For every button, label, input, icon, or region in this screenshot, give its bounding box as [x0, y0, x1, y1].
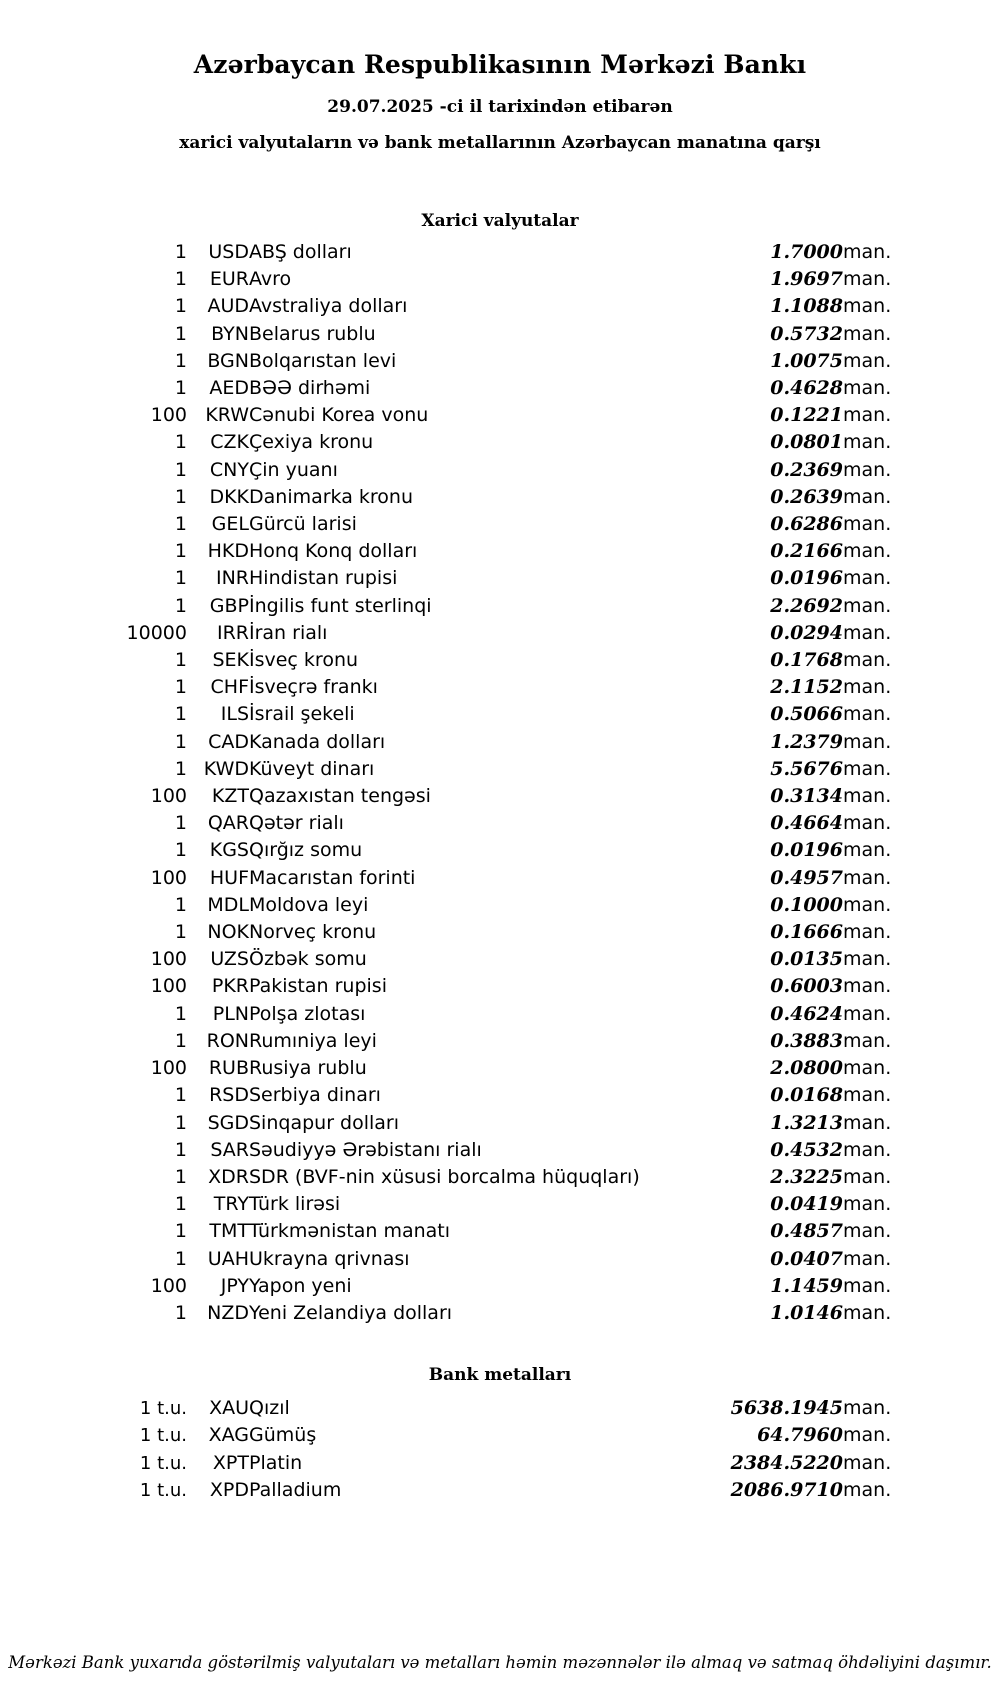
rate-unit: man.	[843, 1111, 892, 1134]
currency-code: KZT	[211, 785, 249, 808]
rate-value: 2384.5220	[730, 1451, 843, 1474]
currency-name: Qətər rialı	[249, 812, 344, 835]
currency-code: USD	[208, 241, 249, 263]
currency-name: Avro	[249, 268, 292, 291]
currency-row	[95, 1164, 905, 1191]
currency-name: Yeni Zelandiya dolları	[249, 1301, 453, 1324]
rate-value: 0.0196	[770, 839, 843, 862]
rate-quantity: 1	[174, 921, 187, 944]
metal-rates-table	[95, 1395, 905, 1504]
rate-quantity: 1	[174, 540, 187, 563]
rate-unit: man.	[843, 1029, 892, 1052]
currency-name: Kanada dolları	[249, 730, 386, 753]
currency-row	[95, 647, 905, 674]
currency-code: XAU	[209, 1397, 249, 1420]
currency-name: İsrail şekeli	[249, 703, 355, 726]
currency-name: Bolqarıstan levi	[249, 349, 397, 372]
rate-unit: man.	[843, 268, 892, 291]
currency-row	[95, 321, 905, 348]
currency-row	[95, 1028, 905, 1055]
rate-quantity: 1	[174, 1084, 187, 1107]
rate-unit: man.	[843, 1002, 892, 1025]
rate-quantity: 1	[174, 1111, 187, 1134]
currency-row	[95, 1001, 905, 1028]
metal-row	[95, 1477, 905, 1504]
rate-unit: man.	[843, 866, 892, 889]
rate-value: 2.3225	[770, 1165, 843, 1188]
currency-code: BYN	[211, 322, 249, 345]
currency-row	[95, 1110, 905, 1137]
rate-quantity: 1 t.u.	[139, 1479, 187, 1501]
currency-row	[95, 511, 905, 538]
rate-unit: man.	[843, 1274, 892, 1297]
rate-unit: man.	[843, 785, 892, 808]
rate-unit: man.	[843, 1301, 892, 1324]
currency-code: TMT	[209, 1220, 249, 1243]
rate-quantity: 100	[150, 404, 187, 427]
rate-quantity: 100	[150, 785, 187, 808]
currency-name: Danimarka kronu	[249, 485, 414, 508]
currency-code: AED	[209, 377, 249, 400]
rate-quantity: 100	[150, 1274, 187, 1297]
currency-code: QAR	[207, 812, 249, 835]
rate-value: 0.6286	[770, 513, 843, 536]
rate-value: 2.2692	[770, 594, 843, 617]
currency-code: RON	[206, 1029, 249, 1052]
rate-unit: man.	[843, 649, 892, 672]
currency-name: Qızıl	[249, 1397, 290, 1420]
currency-row	[95, 266, 905, 293]
rate-unit: man.	[843, 921, 892, 944]
currency-row	[95, 783, 905, 810]
rate-quantity: 1	[174, 268, 187, 291]
currency-code: KGS	[209, 839, 249, 862]
currency-name: Türk lirəsi	[249, 1193, 341, 1216]
currency-code: KRW	[205, 404, 249, 427]
rate-quantity: 1	[174, 812, 187, 835]
currency-code: DKK	[209, 485, 249, 508]
rate-value: 1.9697	[770, 268, 843, 291]
metal-row	[95, 1450, 905, 1477]
rate-quantity: 1	[174, 431, 187, 454]
rate-value: 0.2166	[770, 540, 843, 563]
currency-name: İsveçrə frankı	[249, 676, 378, 699]
currency-code: HKD	[207, 540, 249, 563]
currency-code: KWD	[203, 757, 249, 780]
rate-value: 0.1000	[770, 893, 843, 916]
rate-quantity: 1	[174, 322, 187, 345]
currency-code: XDR	[208, 1165, 249, 1188]
rate-quantity: 100	[150, 975, 187, 998]
section-title-currencies: Xarici valyutalar	[421, 211, 579, 231]
rate-value: 0.0801	[770, 431, 843, 454]
currency-row	[95, 1300, 905, 1327]
currency-row	[95, 946, 905, 973]
rate-unit: man.	[843, 1397, 892, 1420]
currency-row	[95, 1137, 905, 1164]
rate-unit: man.	[843, 730, 892, 753]
rate-unit: man.	[843, 241, 892, 263]
currency-name: Ukrayna qrivnası	[249, 1247, 410, 1270]
currency-code: BGN	[207, 349, 249, 372]
currency-code: UAH	[207, 1247, 249, 1270]
rate-unit: man.	[843, 757, 892, 780]
rate-unit: man.	[843, 513, 892, 536]
currency-name: Norveç kronu	[249, 921, 377, 944]
effective-date-line: 29.07.2025 -ci il tarixindən etibarən	[327, 97, 673, 117]
currency-name: İsveç kronu	[249, 649, 359, 672]
currency-name: Qırğız somu	[249, 839, 363, 862]
currency-name: Rumıniya leyi	[249, 1029, 377, 1052]
rate-unit: man.	[843, 295, 892, 318]
currency-code: ILS	[220, 703, 249, 726]
section-title-metals: Bank metalları	[428, 1365, 572, 1386]
rate-unit: man.	[843, 458, 892, 481]
rate-value: 0.1221	[770, 404, 843, 427]
currency-row	[95, 729, 905, 756]
rate-value: 1.3213	[770, 1111, 843, 1134]
currency-row	[95, 375, 905, 402]
rate-quantity: 1	[174, 1193, 187, 1216]
currency-name: İran rialı	[249, 621, 328, 644]
footer-note: Mərkəzi Bank yuxarıda göstərilmiş valyutaları və metalları həmin məzənnələr ilə almaq və satmaq öhdəliyini daşımır.	[8, 1653, 992, 1672]
rate-quantity: 1	[174, 485, 187, 508]
currency-row	[95, 919, 905, 946]
rate-value: 1.0075	[770, 349, 843, 372]
currency-name: Gümüş	[249, 1424, 317, 1447]
rate-value: 0.3134	[770, 785, 843, 808]
currency-code: CZK	[210, 431, 249, 454]
currency-name: Küveyt dinarı	[249, 757, 375, 780]
rate-quantity: 1	[174, 241, 187, 263]
currency-code: CNY	[209, 458, 249, 481]
currency-code: GBP	[209, 594, 249, 617]
currency-code: RUB	[208, 1057, 249, 1080]
rate-quantity: 1	[174, 1247, 187, 1270]
rate-quantity: 1	[174, 676, 187, 699]
currency-row	[95, 293, 905, 320]
currency-row	[95, 810, 905, 837]
currency-name: Cənubi Korea vonu	[249, 404, 429, 427]
rate-quantity: 1	[174, 730, 187, 753]
rate-value: 0.2369	[770, 458, 843, 481]
rate-quantity: 1	[174, 594, 187, 617]
currency-code: PKR	[211, 975, 249, 998]
rate-quantity: 1	[174, 1220, 187, 1243]
currency-name: Çin yuanı	[249, 458, 338, 481]
metal-row	[95, 1395, 905, 1422]
rate-value: 1.1088	[770, 295, 843, 318]
rate-unit: man.	[843, 431, 892, 454]
rate-value: 2086.9710	[730, 1478, 843, 1501]
rate-quantity: 1	[174, 295, 187, 318]
rate-quantity: 1	[174, 1138, 187, 1161]
currency-code: PLN	[212, 1002, 249, 1025]
rate-value: 0.4624	[770, 1002, 843, 1025]
currency-row	[95, 1273, 905, 1300]
rate-unit: man.	[843, 893, 892, 916]
rate-quantity: 100	[150, 1057, 187, 1080]
rate-value: 0.3883	[770, 1029, 843, 1052]
currency-row	[95, 620, 905, 647]
currency-name: BƏƏ dirhəmi	[249, 377, 371, 400]
rate-quantity: 1	[174, 703, 187, 726]
rate-value: 0.1768	[770, 649, 843, 672]
currency-row	[95, 973, 905, 1000]
rate-value: 0.5732	[770, 322, 843, 345]
currency-row	[95, 538, 905, 565]
rate-quantity: 1	[174, 893, 187, 916]
rate-value: 0.2639	[770, 485, 843, 508]
rate-value: 1.7000	[770, 241, 843, 263]
rate-quantity: 1	[174, 1301, 187, 1324]
currency-row	[95, 1246, 905, 1273]
currency-row	[95, 457, 905, 484]
currency-code: XPT	[212, 1451, 249, 1474]
rate-value: 0.1666	[770, 921, 843, 944]
rate-value: 0.4628	[770, 377, 843, 400]
currency-code: RSD	[209, 1084, 249, 1107]
currency-row	[95, 484, 905, 511]
currency-name: Moldova leyi	[249, 893, 369, 916]
rate-unit: man.	[843, 676, 892, 699]
rate-value: 0.4664	[770, 812, 843, 835]
currency-code: GEL	[211, 513, 249, 536]
currency-code: UZS	[210, 948, 249, 971]
currency-name: Sinqapur dolları	[249, 1111, 400, 1134]
rate-quantity: 1	[174, 513, 187, 536]
currency-code: AUD	[207, 295, 249, 318]
rate-unit: man.	[843, 322, 892, 345]
rate-unit: man.	[843, 1138, 892, 1161]
currency-row	[95, 565, 905, 592]
currency-name: Çexiya kronu	[249, 431, 374, 454]
page-title: Azərbaycan Respublikasının Mərkəzi Bankı	[193, 50, 807, 79]
rate-unit: man.	[843, 404, 892, 427]
rate-unit: man.	[843, 594, 892, 617]
currency-code: INR	[215, 567, 249, 590]
currency-row	[95, 892, 905, 919]
currency-code: IRR	[216, 621, 249, 644]
rate-value: 0.0135	[770, 948, 843, 971]
rate-value: 0.0407	[770, 1247, 843, 1270]
rate-value: 1.2379	[770, 730, 843, 753]
rate-unit: man.	[843, 1451, 892, 1474]
currency-name: Macarıstan forinti	[249, 866, 416, 889]
currency-name: Qazaxıstan tengəsi	[249, 785, 431, 808]
metal-row	[95, 1422, 905, 1449]
page-header	[0, 0, 1000, 153]
currency-name: Palladium	[249, 1478, 342, 1501]
currency-name: Hindistan rupisi	[249, 567, 398, 590]
currency-row	[95, 348, 905, 375]
currency-name: Platin	[249, 1451, 303, 1474]
currency-name: Pakistan rupisi	[249, 975, 387, 998]
rate-value: 5.5676	[770, 757, 843, 780]
rate-unit: man.	[843, 621, 892, 644]
rate-unit: man.	[843, 1165, 892, 1188]
currency-name: Serbiya dinarı	[249, 1084, 381, 1107]
rate-value: 0.4957	[770, 866, 843, 889]
rate-value: 0.0168	[770, 1084, 843, 1107]
currency-row	[95, 429, 905, 456]
currency-row	[95, 674, 905, 701]
currency-row	[95, 701, 905, 728]
rate-unit: man.	[843, 948, 892, 971]
rate-unit: man.	[843, 1057, 892, 1080]
currency-code: MDL	[207, 893, 249, 916]
rate-quantity: 1	[174, 567, 187, 590]
rate-quantity: 1	[174, 1165, 187, 1188]
rate-unit: man.	[843, 839, 892, 862]
rate-value: 0.6003	[770, 975, 843, 998]
currency-row	[95, 837, 905, 864]
rate-unit: man.	[843, 377, 892, 400]
rate-quantity: 1 t.u.	[139, 1398, 187, 1420]
currency-row	[95, 1082, 905, 1109]
rate-quantity: 1 t.u.	[139, 1425, 187, 1447]
currency-name: Polşa zlotası	[249, 1002, 366, 1025]
rate-unit: man.	[843, 1220, 892, 1243]
rate-unit: man.	[843, 1193, 892, 1216]
rate-value: 64.7960	[757, 1424, 843, 1447]
currency-name: İngilis funt sterlinqi	[249, 594, 432, 617]
rate-unit: man.	[843, 812, 892, 835]
rate-value: 0.0294	[770, 621, 843, 644]
currency-name: Türkmənistan manatı	[249, 1220, 451, 1243]
currency-row	[95, 402, 905, 429]
page-subtitle: xarici valyutaların və bank metallarının Azərbaycan manatına qarşı	[179, 133, 821, 153]
currency-name: Yapon yeni	[249, 1274, 352, 1297]
rate-quantity: 1	[174, 757, 187, 780]
rate-value: 0.0196	[770, 567, 843, 590]
currency-code: NOK	[207, 921, 249, 944]
currency-code: JPY	[220, 1274, 249, 1297]
currency-row	[95, 1218, 905, 1245]
rate-quantity: 1	[174, 377, 187, 400]
currency-code: HUF	[209, 866, 249, 889]
currency-name: Avstraliya dolları	[249, 295, 408, 318]
rate-quantity: 100	[150, 866, 187, 889]
rate-value: 0.4857	[770, 1220, 843, 1243]
currency-name: Gürcü larisi	[249, 513, 357, 536]
currency-name: Belarus rublu	[249, 322, 376, 345]
currency-row	[95, 756, 905, 783]
currency-name: Səudiyyə Ərəbistanı rialı	[249, 1138, 482, 1161]
currency-code: XPD	[209, 1478, 249, 1501]
rate-value: 2.1152	[770, 676, 843, 699]
rate-value: 0.5066	[770, 703, 843, 726]
rate-value: 5638.1945	[730, 1397, 843, 1420]
rate-quantity: 1	[174, 1029, 187, 1052]
rate-quantity: 1	[174, 349, 187, 372]
currency-row	[95, 1191, 905, 1218]
currency-code: CAD	[208, 730, 249, 753]
rate-value: 0.4532	[770, 1138, 843, 1161]
rate-quantity: 10000	[126, 621, 187, 644]
currency-row	[95, 865, 905, 892]
currency-name: SDR (BVF-nin xüsusi borcalma hüquqları)	[249, 1165, 640, 1188]
currency-row	[95, 593, 905, 620]
rate-quantity: 1	[174, 1002, 187, 1025]
rate-quantity: 1	[174, 458, 187, 481]
rate-quantity: 1 t.u.	[139, 1452, 187, 1474]
rate-unit: man.	[843, 1084, 892, 1107]
currency-name: Honq Konq dolları	[249, 540, 418, 563]
currency-row	[95, 1055, 905, 1082]
rate-value: 0.0419	[770, 1193, 843, 1216]
currency-name: Özbək somu	[249, 948, 367, 971]
rate-quantity: 1	[174, 649, 187, 672]
currency-code: TRY	[213, 1193, 249, 1216]
currency-code: NZD	[207, 1301, 249, 1324]
currency-rates-table	[95, 239, 905, 1327]
currency-code: EUR	[209, 268, 249, 291]
rate-value: 1.0146	[770, 1301, 843, 1324]
rate-unit: man.	[843, 540, 892, 563]
rate-unit: man.	[843, 485, 892, 508]
currency-name: Rusiya rublu	[249, 1057, 367, 1080]
rate-quantity: 1	[174, 839, 187, 862]
currency-name: ABŞ dolları	[249, 241, 352, 263]
rate-unit: man.	[843, 1478, 892, 1501]
rate-unit: man.	[843, 1247, 892, 1270]
rate-unit: man.	[843, 703, 892, 726]
rate-value: 2.0800	[770, 1057, 843, 1080]
rate-unit: man.	[843, 1424, 892, 1447]
currency-code: SGD	[207, 1111, 249, 1134]
currency-row	[95, 239, 905, 266]
rate-quantity: 100	[150, 948, 187, 971]
rate-unit: man.	[843, 349, 892, 372]
rate-unit: man.	[843, 975, 892, 998]
currency-code: CHF	[210, 676, 249, 699]
rate-unit: man.	[843, 567, 892, 590]
currency-code: SAR	[210, 1138, 249, 1161]
rate-value: 1.1459	[770, 1274, 843, 1297]
currency-code: XAG	[208, 1424, 249, 1447]
currency-code: SEK	[212, 649, 249, 672]
